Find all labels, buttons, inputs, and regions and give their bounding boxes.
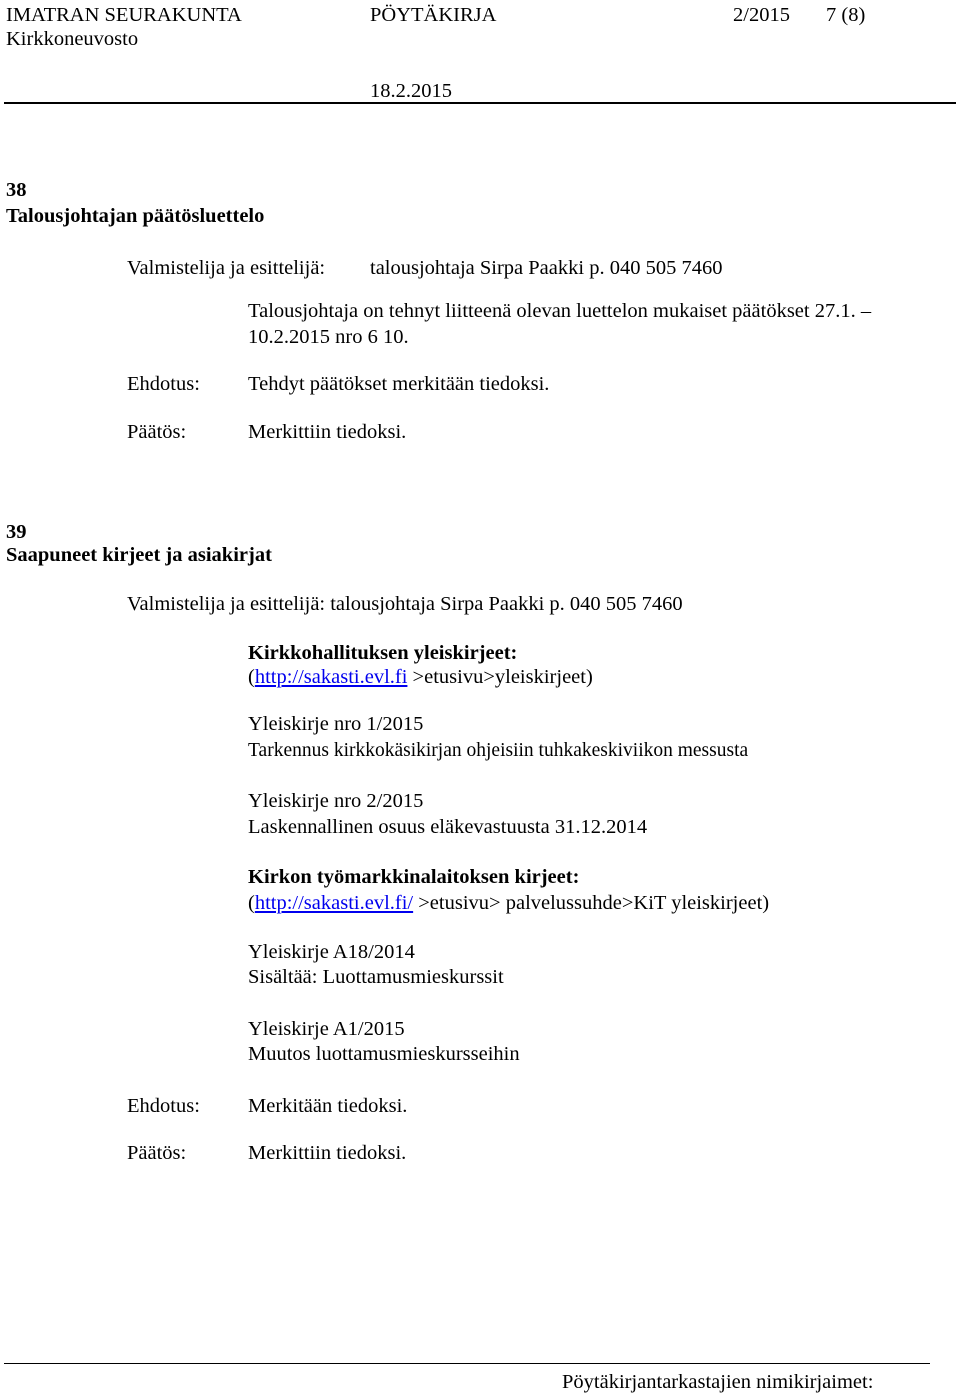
labor-office-open-paren: ( [248, 892, 255, 914]
section-39-decision-label: Päätös: [127, 1142, 187, 1164]
section-39-title: Saapuneet kirjeet ja asiakirjat [6, 544, 272, 566]
section-38-body-line-2: 10.2.2015 nro 6 10. [248, 326, 409, 348]
header-doc-type: PÖYTÄKIRJA [370, 4, 497, 26]
letter-1-description: Tarkennus kirkkokäsikirjan ohjeisiin tuhkakeskiviikon messusta [248, 740, 749, 761]
letter-3-description: Sisältää: Luottamusmieskurssit [248, 966, 504, 988]
church-admin-link[interactable]: http://sakasti.evl.fi [254, 666, 408, 688]
footer-rule [4, 1363, 930, 1364]
labor-office-link-line [248, 893, 769, 914]
section-39-number: 39 [6, 521, 27, 543]
section-38-decision-label: Päätös: [127, 421, 187, 443]
church-admin-heading: Kirkkohallituksen yleiskirjeet: [248, 642, 518, 664]
section-38-decision: Merkittiin tiedoksi. [248, 421, 407, 443]
labor-office-link[interactable]: http://sakasti.evl.fi/ [254, 892, 414, 914]
church-admin-open-paren: ( [248, 666, 255, 688]
footer-signatures-label: Pöytäkirjantarkastajien nimikirjaimet: [562, 1371, 874, 1393]
letter-2-description: Laskennallinen osuus eläkevastuusta 31.12.2014 [248, 816, 648, 838]
section-38-number: 38 [6, 179, 27, 201]
letter-3-title: Yleiskirje A18/2014 [248, 941, 415, 963]
labor-office-heading: Kirkon työmarkkinalaitoksen kirjeet: [248, 866, 580, 888]
labor-office-path: >etusivu> palvelussuhde>KiT yleiskirjeet) [413, 892, 770, 914]
section-39-proposal: Merkitään tiedoksi. [248, 1095, 408, 1117]
section-39-preparer: Valmistelija ja esittelijä: talousjohtaja Sirpa Paakki p. 040 505 7460 [127, 593, 683, 615]
letter-4-description: Muutos luottamusmieskursseihin [248, 1043, 520, 1065]
section-38-preparer-label: Valmistelija ja esittelijä: [127, 257, 326, 279]
header-rule [4, 102, 956, 104]
letter-1-title: Yleiskirje nro 1/2015 [248, 713, 424, 735]
letter-2-title: Yleiskirje nro 2/2015 [248, 790, 424, 812]
church-admin-link-line [248, 667, 593, 688]
header-page-number: 7 (8) [826, 4, 866, 26]
header-date: 18.2.2015 [370, 80, 452, 102]
section-38-proposal: Tehdyt päätökset merkitään tiedoksi. [248, 373, 550, 395]
section-38-title: Talousjohtajan päätösluettelo [6, 205, 265, 227]
header-org: IMATRAN SEURAKUNTA [6, 4, 242, 26]
header-body: Kirkkoneuvosto [6, 28, 139, 50]
church-admin-path: >etusivu>yleiskirjeet) [407, 666, 593, 688]
section-38-proposal-label: Ehdotus: [127, 373, 200, 395]
header-doc-number: 2/2015 [733, 4, 790, 26]
section-39-proposal-label: Ehdotus: [127, 1095, 200, 1117]
section-39-decision: Merkittiin tiedoksi. [248, 1142, 407, 1164]
section-38-preparer: talousjohtaja Sirpa Paakki p. 040 505 7460 [370, 257, 723, 279]
section-38-body-line-1: Talousjohtaja on tehnyt liitteenä olevan luettelon mukaiset päätökset 27.1. – [248, 300, 872, 322]
letter-4-title: Yleiskirje A1/2015 [248, 1018, 405, 1040]
